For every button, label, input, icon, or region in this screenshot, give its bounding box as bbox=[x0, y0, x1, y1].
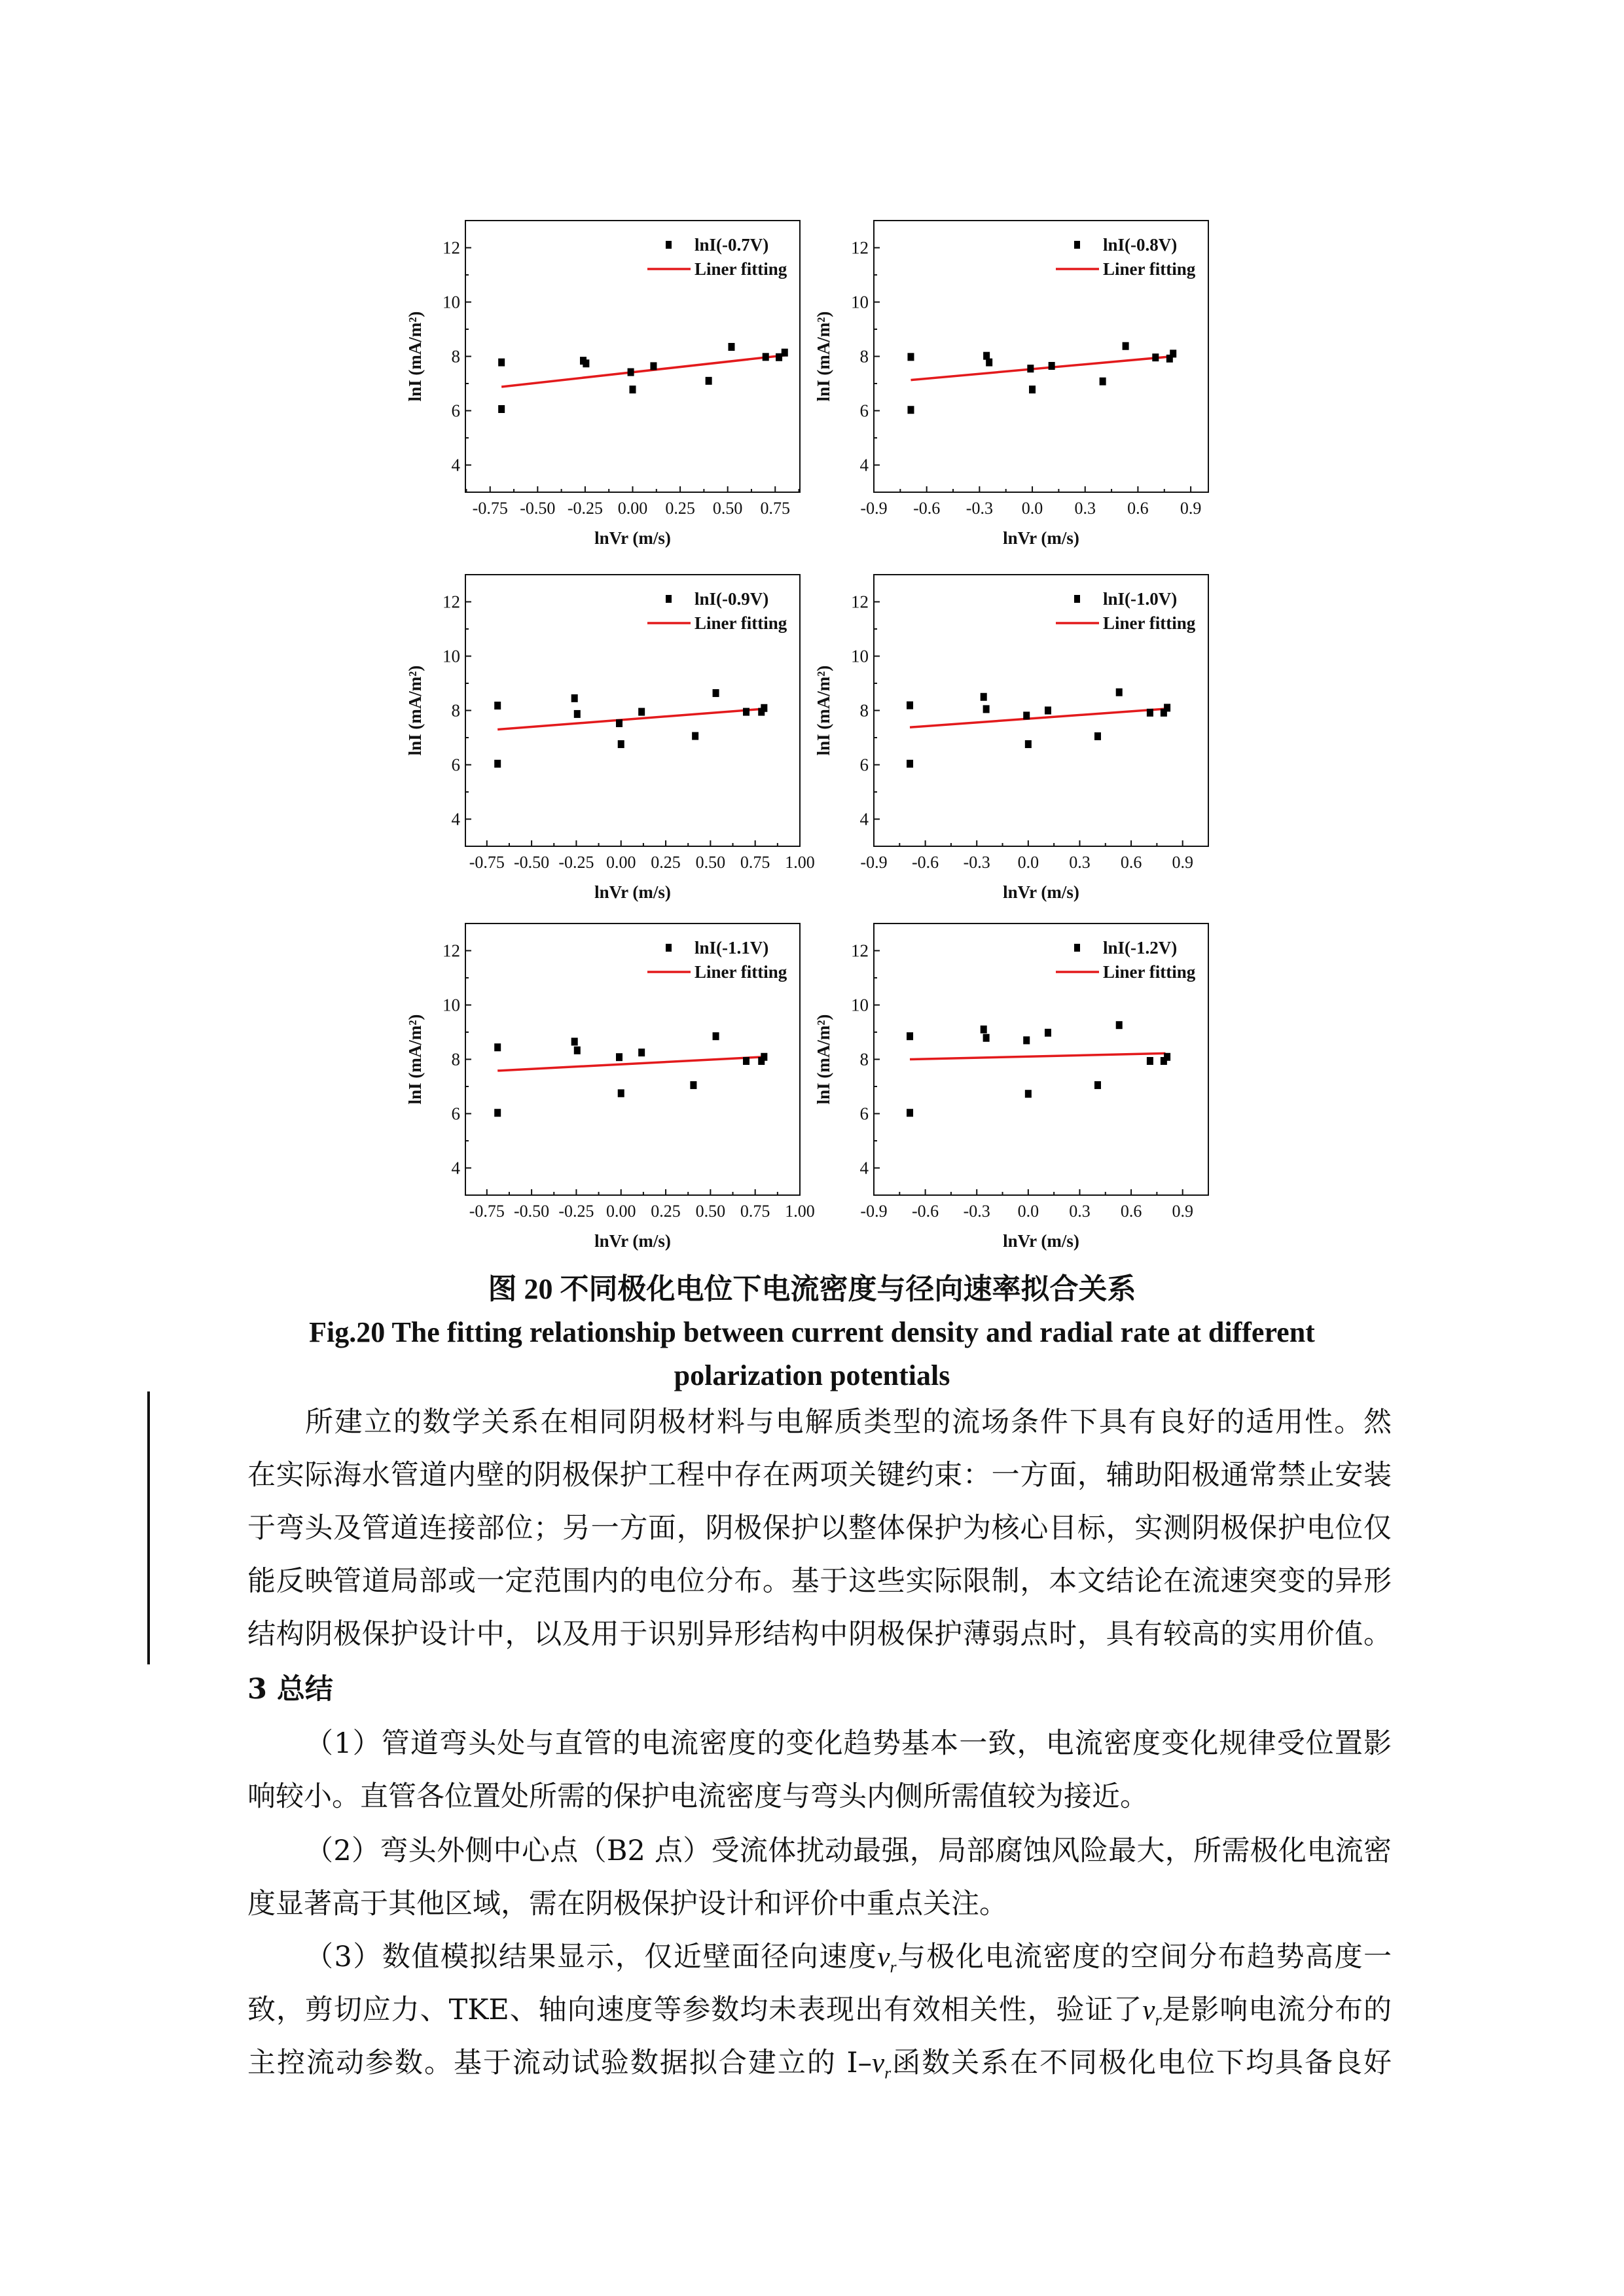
y-tick-label: 8 bbox=[859, 346, 869, 367]
x-axis-label: lnVr (m/s) bbox=[594, 882, 671, 902]
y-tick-label: 4 bbox=[859, 455, 869, 475]
x-tick-label: -0.50 bbox=[520, 499, 556, 518]
data-point bbox=[761, 704, 767, 712]
y-tick-label: 6 bbox=[451, 401, 460, 421]
y-axis-label: lnI (mA/m²) bbox=[814, 665, 833, 756]
data-point bbox=[983, 1034, 990, 1042]
x-tick-label: 0.6 bbox=[1127, 499, 1149, 518]
x-tick-label: 1.00 bbox=[785, 1202, 815, 1221]
data-point bbox=[1170, 350, 1176, 357]
y-tick-label: 4 bbox=[859, 809, 869, 829]
x-tick-label: -0.3 bbox=[963, 1202, 990, 1221]
text-run: 能反映管道局部或一定范围内的电位分布。基于这些实际限制，本文结论在流速突变的异形 bbox=[247, 1565, 1392, 1598]
paragraph-line bbox=[247, 1456, 1392, 1495]
y-tick-label: 4 bbox=[451, 455, 460, 475]
data-point bbox=[616, 719, 623, 727]
data-point bbox=[1100, 378, 1106, 386]
data-point bbox=[983, 705, 990, 713]
data-point bbox=[907, 1109, 913, 1117]
y-tick-label: 8 bbox=[859, 1049, 869, 1069]
data-point bbox=[618, 1089, 624, 1097]
data-point bbox=[498, 359, 505, 367]
x-tick-label: -0.75 bbox=[469, 1202, 505, 1221]
x-tick-label: 0.50 bbox=[695, 853, 726, 872]
data-point bbox=[650, 362, 657, 370]
chart-panel bbox=[393, 214, 826, 564]
chart-panel bbox=[393, 568, 826, 918]
y-tick-label: 12 bbox=[442, 238, 460, 258]
text-run: 在实际海水管道内壁的阴极保护工程中存在两项关键约束：一方面，辅助阳极通常禁止安装 bbox=[247, 1459, 1392, 1492]
text-run: （3）数值模拟结果显示，仅近壁面径向速度 bbox=[305, 1941, 878, 1973]
data-point bbox=[713, 689, 719, 697]
x-tick-label: 0.6 bbox=[1120, 1202, 1142, 1221]
data-point bbox=[981, 693, 987, 701]
plot-area bbox=[814, 575, 1208, 902]
legend-label-points: lnI(-1.0V) bbox=[1103, 589, 1178, 609]
data-point bbox=[494, 1109, 501, 1117]
data-point bbox=[907, 760, 913, 768]
y-axis-label: lnI (mA/m²) bbox=[405, 311, 425, 402]
data-point bbox=[743, 1057, 749, 1065]
data-point bbox=[498, 405, 505, 413]
y-tick-label: 12 bbox=[851, 238, 869, 258]
x-tick-label: 0.00 bbox=[617, 499, 648, 518]
paragraph-line bbox=[247, 1990, 1392, 2030]
x-tick-label: -0.75 bbox=[472, 499, 508, 518]
x-tick-label: 0.00 bbox=[605, 853, 636, 872]
paragraph-line bbox=[247, 1884, 1392, 1924]
data-point bbox=[618, 740, 624, 748]
data-point bbox=[986, 359, 992, 367]
data-point bbox=[1027, 365, 1034, 372]
data-point bbox=[1094, 732, 1101, 740]
x-tick-label: 0.9 bbox=[1172, 1202, 1193, 1221]
y-tick-label: 6 bbox=[451, 1103, 460, 1124]
data-point bbox=[1147, 709, 1153, 717]
legend-label-points: lnI(-1.2V) bbox=[1103, 938, 1178, 958]
x-tick-label: 0.9 bbox=[1172, 853, 1193, 872]
y-tick-label: 4 bbox=[451, 1158, 460, 1178]
paragraph-line bbox=[247, 1509, 1392, 1548]
text-run: 响较小。直管各位置处所需的保护电流密度与弯头内侧所需值较为接近。 bbox=[247, 1780, 1148, 1813]
y-tick-label: 6 bbox=[859, 1103, 869, 1124]
paragraph-line bbox=[247, 1777, 1392, 1816]
y-tick-label: 12 bbox=[442, 592, 460, 612]
y-tick-label: 6 bbox=[859, 755, 869, 775]
data-point bbox=[1164, 704, 1170, 711]
x-tick-label: 0.3 bbox=[1074, 499, 1096, 518]
y-tick-label: 4 bbox=[859, 1158, 869, 1178]
legend-label-points: lnI(-0.8V) bbox=[1103, 235, 1178, 255]
legend-label-points: lnI(-0.9V) bbox=[695, 589, 769, 609]
chart-panel bbox=[802, 214, 1235, 564]
paragraph-line bbox=[247, 1403, 1392, 1442]
data-point bbox=[907, 353, 914, 361]
data-point bbox=[1094, 1081, 1101, 1089]
y-tick-label: 8 bbox=[451, 700, 460, 721]
legend-point-marker bbox=[1074, 595, 1080, 603]
x-tick-label: 0.6 bbox=[1120, 853, 1142, 872]
data-point bbox=[692, 732, 698, 740]
data-point bbox=[1029, 386, 1036, 393]
x-tick-label: 0.25 bbox=[651, 1202, 681, 1221]
data-point bbox=[1116, 689, 1123, 696]
fit-line bbox=[910, 1053, 1165, 1059]
x-tick-label: 0.25 bbox=[665, 499, 695, 518]
y-tick-label: 8 bbox=[451, 346, 460, 367]
text-run: （2）弯头外侧中心点（B2 点）受流体扰动最强，局部腐蚀风险最大，所需极化电流密 bbox=[305, 1835, 1392, 1867]
x-tick-label: 0.50 bbox=[695, 1202, 726, 1221]
data-point bbox=[628, 368, 634, 376]
data-point bbox=[1147, 1057, 1153, 1065]
data-point bbox=[638, 708, 645, 716]
y-axis-label: lnI (mA/m²) bbox=[405, 1014, 425, 1105]
data-point bbox=[571, 694, 578, 702]
fit-line bbox=[501, 355, 785, 387]
text-run: 度显著高于其他区域，需在阴极保护设计和评价中重点关注。 bbox=[247, 1888, 1007, 1920]
legend-point-marker bbox=[666, 944, 672, 952]
y-tick-label: 6 bbox=[859, 401, 869, 421]
chart-panel bbox=[802, 917, 1235, 1267]
paragraph-line bbox=[247, 1937, 1392, 1977]
fit-line bbox=[497, 1057, 764, 1071]
data-point bbox=[1023, 1036, 1030, 1044]
data-point bbox=[616, 1053, 623, 1061]
data-point bbox=[728, 343, 734, 351]
x-tick-label: -0.6 bbox=[912, 853, 939, 872]
figure-caption-en-line2: polarization potentials bbox=[674, 1359, 950, 1391]
legend-label-fit: Liner fitting bbox=[695, 613, 787, 633]
data-point bbox=[494, 702, 501, 709]
data-point bbox=[713, 1032, 719, 1040]
paragraph-line bbox=[247, 1562, 1392, 1601]
chart-panel bbox=[393, 917, 826, 1267]
data-point bbox=[981, 1026, 987, 1033]
data-point bbox=[907, 1032, 913, 1040]
data-point bbox=[571, 1038, 578, 1046]
plot-area bbox=[405, 575, 815, 902]
plot-area bbox=[814, 924, 1208, 1251]
data-point bbox=[907, 406, 914, 414]
x-tick-label: 0.50 bbox=[712, 499, 743, 518]
data-point bbox=[743, 708, 749, 716]
x-tick-label: -0.25 bbox=[558, 1202, 594, 1221]
data-point bbox=[776, 353, 782, 361]
legend-point-marker bbox=[666, 241, 672, 249]
paragraph-line bbox=[247, 1615, 1392, 1654]
data-point bbox=[761, 1053, 767, 1061]
x-tick-label: -0.3 bbox=[963, 853, 990, 872]
x-tick-label: -0.50 bbox=[514, 1202, 550, 1221]
data-point bbox=[1045, 1029, 1051, 1037]
figure-caption-en-line1: Fig.20 The fitting relationship between current density and radial rate at different bbox=[309, 1316, 1315, 1348]
data-point bbox=[1123, 342, 1129, 350]
y-tick-label: 6 bbox=[451, 755, 460, 775]
text-run: 所建立的数学关系在相同阴极材料与电解质类型的流场条件下具有良好的适用性。然 bbox=[305, 1406, 1392, 1439]
y-tick-label: 10 bbox=[851, 995, 869, 1015]
y-tick-label: 12 bbox=[851, 592, 869, 612]
legend-label-fit: Liner fitting bbox=[1103, 259, 1196, 279]
legend-point-marker bbox=[1074, 241, 1080, 249]
plot-area bbox=[405, 924, 815, 1251]
math-variable-vr: $v_r$ bbox=[877, 1942, 897, 1977]
legend-point-marker bbox=[1074, 944, 1080, 952]
y-tick-label: 10 bbox=[442, 995, 460, 1015]
x-tick-label: -0.6 bbox=[912, 1202, 939, 1221]
x-tick-label: 0.0 bbox=[1017, 1202, 1039, 1221]
data-point bbox=[763, 353, 769, 361]
figure-caption-cn: 图 20 不同极化电位下电流密度与径向速率拟合关系 bbox=[488, 1273, 1136, 1305]
text-run: 主控流动参数。基于流动试验数据拟合建立的 I– bbox=[247, 2047, 872, 2079]
x-axis-label: lnVr (m/s) bbox=[1003, 1231, 1079, 1251]
x-tick-label: 0.3 bbox=[1069, 1202, 1091, 1221]
data-point bbox=[1025, 740, 1032, 748]
text-run: 是影响电流分布的 bbox=[1161, 1994, 1392, 2026]
text-run: （1）管道弯头处与直管的电流密度的变化趋势基本一致，电流密度变化规律受位置影 bbox=[305, 1727, 1392, 1760]
x-tick-label: -0.9 bbox=[860, 853, 888, 872]
y-axis-label: lnI (mA/m²) bbox=[814, 311, 833, 402]
x-tick-label: 0.25 bbox=[651, 853, 681, 872]
x-tick-label: 0.3 bbox=[1069, 853, 1091, 872]
x-tick-label: -0.6 bbox=[913, 499, 941, 518]
legend-label-points: lnI(-0.7V) bbox=[695, 235, 769, 255]
data-point bbox=[583, 359, 589, 367]
x-tick-label: 0.0 bbox=[1017, 853, 1039, 872]
y-tick-label: 8 bbox=[451, 1049, 460, 1069]
data-point bbox=[1023, 711, 1030, 719]
y-tick-label: 12 bbox=[442, 941, 460, 961]
x-tick-label: 0.75 bbox=[740, 1202, 770, 1221]
x-axis-label: lnVr (m/s) bbox=[594, 1231, 671, 1251]
legend-label-fit: Liner fitting bbox=[1103, 613, 1196, 633]
chart-panel bbox=[802, 568, 1235, 918]
text-run: 与极化电流密度的空间分布趋势高度一 bbox=[896, 1941, 1392, 1973]
data-point bbox=[1152, 353, 1159, 361]
fit-line bbox=[911, 357, 1173, 380]
plot-area bbox=[405, 221, 800, 548]
legend-label-fit: Liner fitting bbox=[695, 962, 787, 982]
x-tick-label: 0.9 bbox=[1180, 499, 1202, 518]
y-axis-label: lnI (mA/m²) bbox=[405, 665, 425, 756]
y-tick-label: 12 bbox=[851, 941, 869, 961]
x-tick-label: -0.75 bbox=[469, 853, 505, 872]
data-point bbox=[1164, 1053, 1170, 1061]
y-axis-label: lnI (mA/m²) bbox=[814, 1014, 833, 1105]
x-tick-label: -0.25 bbox=[567, 499, 604, 518]
data-point bbox=[1045, 707, 1051, 715]
data-point bbox=[706, 377, 712, 385]
paragraph-line bbox=[247, 1724, 1392, 1763]
x-tick-label: -0.50 bbox=[514, 853, 550, 872]
x-tick-label: 0.75 bbox=[760, 499, 791, 518]
paragraph-line bbox=[247, 1831, 1392, 1871]
legend-label-points: lnI(-1.1V) bbox=[695, 938, 769, 958]
data-point bbox=[690, 1081, 696, 1089]
section-heading-summary: 3 总结 bbox=[247, 1673, 333, 1706]
y-tick-label: 10 bbox=[851, 646, 869, 666]
data-point bbox=[1049, 362, 1055, 370]
x-tick-label: -0.9 bbox=[860, 1202, 888, 1221]
data-point bbox=[907, 702, 913, 709]
text-run: 于弯头及管道连接部位；另一方面，阴极保护以整体保护为核心目标，实测阴极保护电位仅 bbox=[247, 1512, 1392, 1545]
y-tick-label: 10 bbox=[851, 292, 869, 312]
x-tick-label: 1.00 bbox=[785, 853, 815, 872]
data-point bbox=[630, 386, 636, 393]
data-point bbox=[1025, 1090, 1032, 1098]
x-axis-label: lnVr (m/s) bbox=[1003, 528, 1079, 548]
y-tick-label: 8 bbox=[859, 700, 869, 721]
y-tick-label: 10 bbox=[442, 292, 460, 312]
data-point bbox=[494, 760, 501, 768]
x-axis-label: lnVr (m/s) bbox=[1003, 882, 1079, 902]
y-tick-label: 4 bbox=[451, 809, 460, 829]
x-tick-label: 0.00 bbox=[605, 1202, 636, 1221]
text-run: 结构阴极保护设计中，以及用于识别异形结构中阴极保护薄弱点时，具有较高的实用价值。 bbox=[247, 1618, 1392, 1651]
legend-label-fit: Liner fitting bbox=[1103, 962, 1196, 982]
fit-line bbox=[497, 709, 764, 730]
x-tick-label: 0.75 bbox=[740, 853, 770, 872]
x-axis-label: lnVr (m/s) bbox=[594, 528, 671, 548]
math-variable-vr: $v_r$ bbox=[872, 2048, 892, 2083]
revision-change-bar bbox=[147, 1391, 150, 1664]
y-tick-label: 10 bbox=[442, 646, 460, 666]
x-tick-label: -0.9 bbox=[860, 499, 888, 518]
text-run: 致，剪切应力、TKE、轴向速度等参数均未表现出有效相关性，验证了 bbox=[247, 1994, 1143, 2026]
data-point bbox=[1116, 1021, 1123, 1029]
data-point bbox=[494, 1043, 501, 1051]
math-variable-vr: $v_r$ bbox=[1142, 1995, 1162, 2030]
x-tick-label: -0.3 bbox=[965, 499, 993, 518]
legend-label-fit: Liner fitting bbox=[695, 259, 787, 279]
data-point bbox=[782, 349, 788, 357]
text-run: 函数关系在不同极化电位下均具备良好 bbox=[891, 2047, 1392, 2079]
data-point bbox=[574, 710, 581, 718]
fit-line bbox=[910, 709, 1165, 727]
plot-area bbox=[814, 221, 1208, 548]
data-point bbox=[574, 1047, 581, 1054]
data-point bbox=[638, 1049, 645, 1056]
legend-point-marker bbox=[666, 595, 672, 603]
x-tick-label: -0.25 bbox=[558, 853, 594, 872]
paragraph-line bbox=[247, 2043, 1392, 2083]
x-tick-label: 0.0 bbox=[1021, 499, 1043, 518]
